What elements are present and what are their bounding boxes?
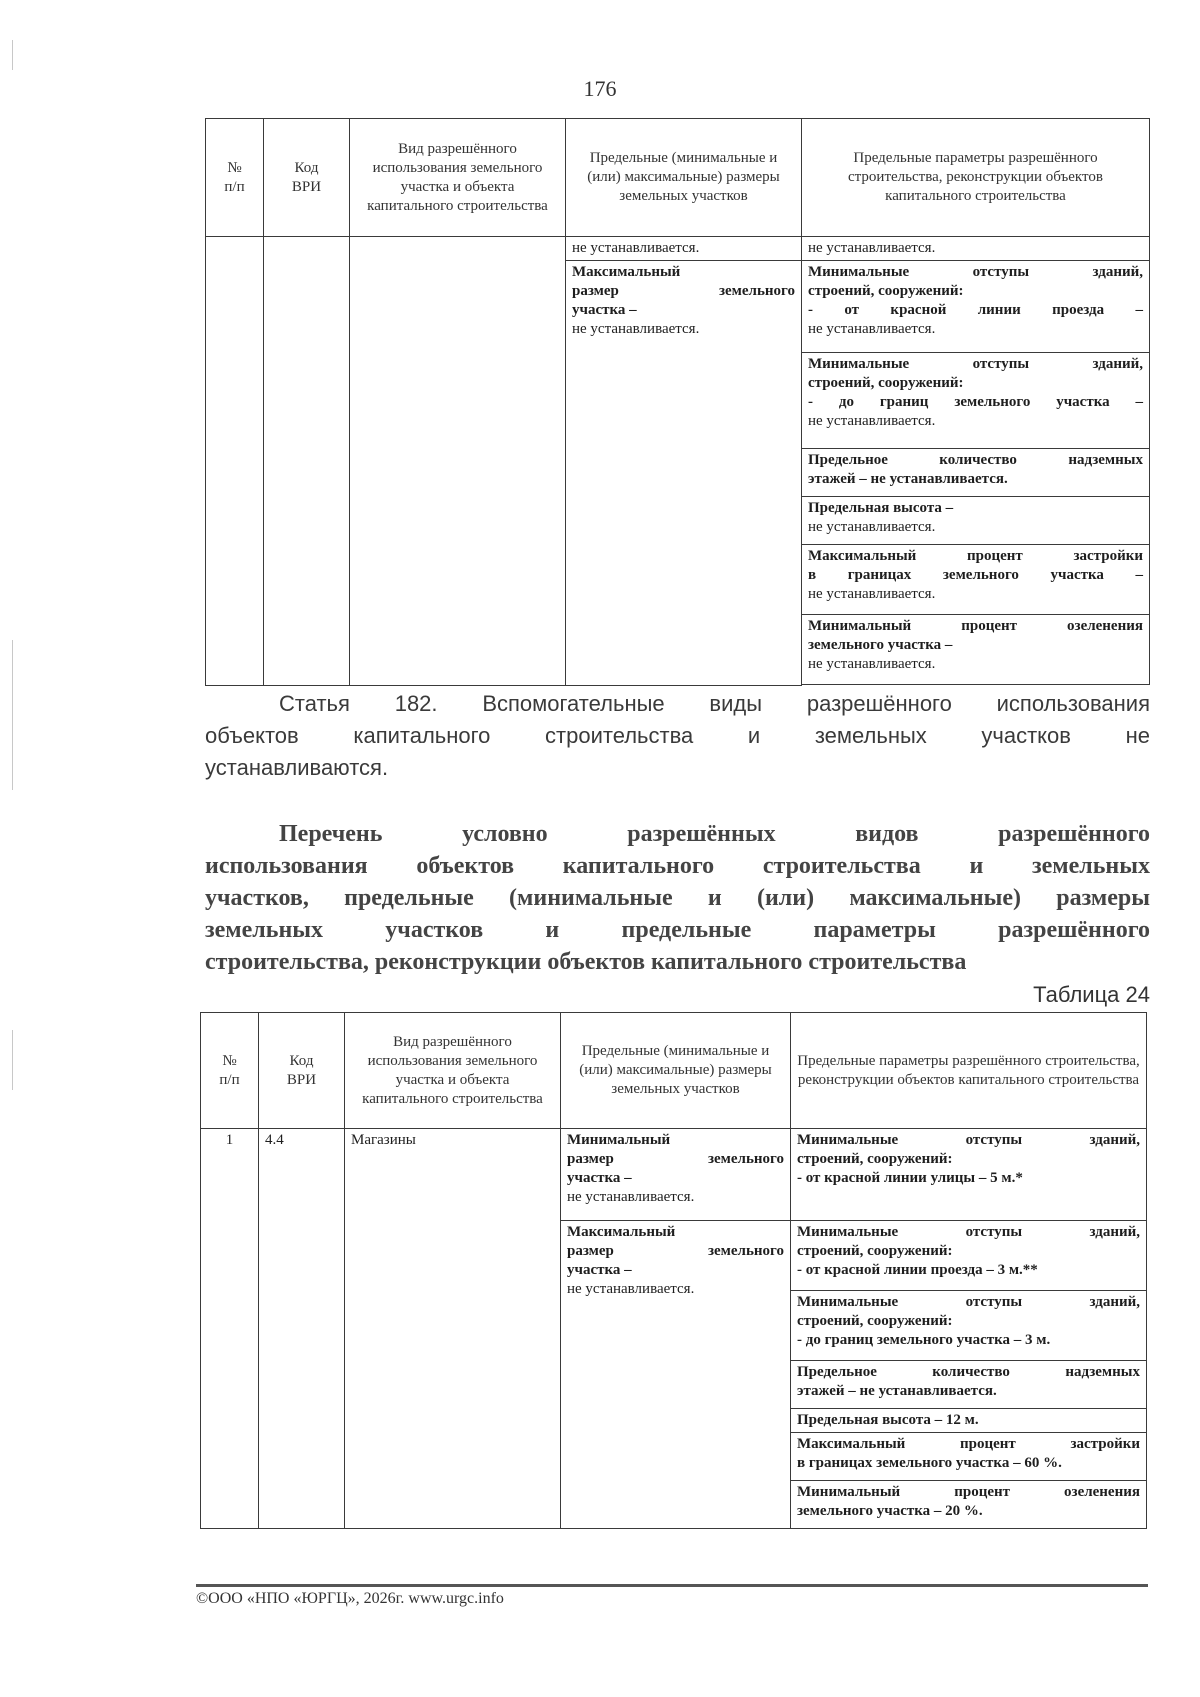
- param-cell: [791, 1481, 1147, 1529]
- header-code-text: Код ВРИ: [286, 1052, 317, 1088]
- scan-margin-mark: [12, 1030, 13, 1090]
- size-cell: [561, 1129, 791, 1221]
- cell-line: Максимальный процент застройки: [808, 548, 1143, 564]
- param-cell: [802, 353, 1150, 449]
- param-cell: [791, 1361, 1147, 1409]
- param-cell: [802, 449, 1150, 497]
- cell-line: Максимальный: [572, 264, 681, 280]
- cell-line: участка –: [572, 302, 637, 318]
- param-cell: [791, 1221, 1147, 1291]
- empty-kind-cell: [350, 237, 566, 686]
- cell-line: не устанавливается.: [808, 321, 936, 337]
- param-cell: [791, 1433, 1147, 1481]
- table-continued: [205, 118, 1150, 686]
- cell-line: не устанавливается.: [808, 656, 936, 672]
- cell-line: размер земельного: [567, 1243, 784, 1259]
- row-kind-cell: Магазины: [345, 1129, 561, 1529]
- heading-line: строительства, реконструкции объектов капитального строительства: [205, 949, 967, 975]
- header-params: Предельные параметры разрешённого строительства, реконструкции объектов капитального строительства: [791, 1013, 1147, 1129]
- param-cell: [802, 615, 1150, 685]
- header-size: Предельные (минимальные и (или) максимальные) размеры земельных участков: [561, 1013, 791, 1129]
- cell-line: размер земельного: [567, 1151, 784, 1167]
- header-code: [264, 119, 350, 237]
- size-cell: [561, 1221, 791, 1529]
- cell-line: - до границ земельного участка –: [808, 394, 1143, 410]
- cell-line: строений, сооружений:: [797, 1151, 953, 1167]
- cell-line: строений, сооружений:: [797, 1243, 953, 1259]
- paragraph-line: Статья 182. Вспомогательные виды разрешённого использования: [279, 691, 1150, 716]
- cell-line: не устанавливается.: [572, 321, 700, 337]
- cell-line: - от красной линии улицы – 5 м.*: [797, 1170, 1023, 1186]
- cell-line: Минимальные отступы зданий,: [797, 1294, 1140, 1310]
- cell-line: этажей – не устанавливается.: [797, 1383, 997, 1399]
- row-code-cell: 4.4: [259, 1129, 345, 1529]
- cell-line: Предельное количество надземных: [797, 1364, 1140, 1380]
- cell-line: не устанавливается.: [572, 240, 700, 256]
- param-cell: [791, 1291, 1147, 1361]
- cell-line: земельного участка –: [808, 637, 953, 653]
- cell-line: Минимальный: [567, 1132, 671, 1148]
- param-cell: [802, 237, 1150, 261]
- cell-line: - от красной линии проезда –: [808, 302, 1143, 318]
- param-cell: [802, 497, 1150, 545]
- header-code: [259, 1013, 345, 1129]
- cell-line: Минимальный процент озеленения: [797, 1484, 1140, 1500]
- heading-line: участков, предельные (минимальные и (или) максимальные) размеры: [205, 885, 1150, 911]
- heading-line: использования объектов капитального строительства и земельных: [205, 853, 1150, 879]
- table-24: [200, 1012, 1147, 1529]
- header-kind: Вид разрешённого использования земельного участка и объекта капитального строительства: [345, 1013, 561, 1129]
- cell-line: Максимальный: [567, 1224, 676, 1240]
- footer-rule: [196, 1584, 1148, 1587]
- section-heading: [205, 818, 1150, 978]
- row-num-cell: 1: [201, 1129, 259, 1529]
- cell-line: - до границ земельного участка – 3 м.: [797, 1332, 1051, 1348]
- cell-line: в границах земельного участка – 60 %.: [797, 1455, 1062, 1471]
- header-num-text: № п/п: [224, 159, 245, 195]
- cell-line: не устанавливается.: [808, 413, 936, 429]
- cell-line: участка –: [567, 1262, 632, 1278]
- param-cell: [791, 1129, 1147, 1221]
- header-code-text: Код ВРИ: [291, 159, 322, 195]
- paragraph-line: объектов капитального строительства и земельных участков не: [205, 723, 1150, 748]
- scan-margin-mark: [12, 40, 13, 70]
- cell-line: не устанавливается.: [808, 519, 936, 535]
- page-number: 176: [583, 76, 617, 101]
- cell-line: Минимальные отступы зданий,: [797, 1132, 1140, 1148]
- cell-line: размер земельного: [572, 283, 795, 299]
- header-num-text: № п/п: [219, 1052, 240, 1088]
- cell-line: Предельная высота – 12 м.: [797, 1412, 979, 1428]
- cell-line: не устанавливается.: [808, 240, 936, 256]
- heading-line: Перечень условно разрешённых видов разрешённого: [279, 821, 1150, 847]
- paragraph-line: устанавливаются.: [205, 755, 389, 780]
- cell-line: строений, сооружений:: [808, 283, 964, 299]
- spacer-cell: [802, 685, 1150, 686]
- scan-margin-mark: [12, 640, 13, 790]
- empty-num-cell: [206, 237, 264, 686]
- cell-line: участка –: [567, 1170, 632, 1186]
- cell-line: Предельная высота –: [808, 500, 954, 516]
- cell-line: Минимальные отступы зданий,: [797, 1224, 1140, 1240]
- heading-line: земельных участков и предельные параметры разрешённого: [205, 917, 1150, 943]
- footer-copyright: ©ООО «НПО «ЮРГЦ», 2026г. www.urgc.info: [196, 1590, 504, 1607]
- cell-line: строений, сооружений:: [797, 1313, 953, 1329]
- size-cell: [566, 237, 802, 261]
- empty-code-cell: [264, 237, 350, 686]
- cell-line: не устанавливается.: [808, 586, 936, 602]
- cell-line: земельного участка – 20 %.: [797, 1503, 983, 1519]
- table-24-label: Таблица 24: [1033, 982, 1150, 1007]
- cell-line: не устанавливается.: [567, 1189, 695, 1205]
- cell-line: в границах земельного участка –: [808, 567, 1143, 583]
- cell-line: строений, сооружений:: [808, 375, 964, 391]
- cell-line: не устанавливается.: [567, 1281, 695, 1297]
- cell-line: Минимальные отступы зданий,: [808, 356, 1143, 372]
- header-num: [201, 1013, 259, 1129]
- header-kind: Вид разрешённого использования земельного участка и объекта капитального строительства: [350, 119, 566, 237]
- cell-line: Минимальные отступы зданий,: [808, 264, 1143, 280]
- param-cell: [791, 1409, 1147, 1433]
- header-num: [206, 119, 264, 237]
- param-cell: [802, 545, 1150, 615]
- cell-line: - от красной линии проезда – 3 м.**: [797, 1262, 1038, 1278]
- cell-line: Минимальный процент озеленения: [808, 618, 1143, 634]
- cell-line: этажей – не устанавливается.: [808, 471, 1008, 487]
- article-182-paragraph: [205, 688, 1150, 784]
- size-cell: [566, 261, 802, 686]
- header-size: Предельные (минимальные и (или) максимальные) размеры земельных участков: [566, 119, 802, 237]
- cell-line: Максимальный процент застройки: [797, 1436, 1140, 1452]
- cell-line: Предельное количество надземных: [808, 452, 1143, 468]
- param-cell: [802, 261, 1150, 353]
- header-params: Предельные параметры разрешённого строительства, реконструкции объектов капитального строительства: [802, 119, 1150, 237]
